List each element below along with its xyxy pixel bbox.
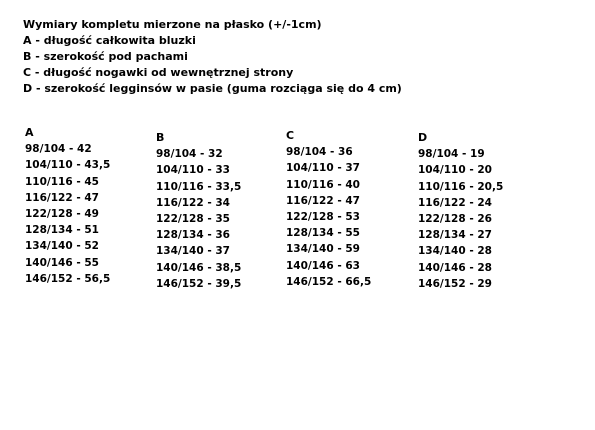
- size-row: 140/146 - 38,5: [156, 261, 242, 274]
- column-d: [418, 130, 503, 292]
- size-row: 140/146 - 63: [286, 259, 360, 272]
- column-b: [156, 130, 241, 292]
- size-row: 98/104 - 42: [25, 143, 92, 156]
- size-row: 140/146 - 28: [418, 261, 492, 274]
- size-row: 122/128 - 53: [286, 211, 360, 224]
- column-c: [286, 128, 371, 290]
- column-letter: B: [156, 131, 165, 144]
- size-row: 116/122 - 47: [286, 194, 360, 207]
- size-row: 134/140 - 59: [286, 243, 360, 256]
- size-row: 98/104 - 19: [418, 148, 485, 161]
- size-row: 128/134 - 51: [25, 224, 99, 237]
- size-row: 98/104 - 32: [156, 148, 223, 161]
- size-row: 110/116 - 20,5: [418, 180, 504, 193]
- size-row: 134/140 - 52: [25, 240, 99, 253]
- size-row: 116/122 - 34: [156, 196, 230, 209]
- legend-line-c: C - długość nogawki od wewnętrznej strony: [23, 66, 294, 79]
- size-row: 128/134 - 36: [156, 229, 230, 242]
- size-row: 104/110 - 43,5: [25, 159, 111, 172]
- size-row: 134/140 - 37: [156, 245, 230, 258]
- legend-line-a: A - długość całkowita bluzki: [23, 34, 196, 47]
- legend-line-d: D - szerokość legginsów w pasie (guma rozciąga się do 4 cm): [23, 82, 402, 95]
- size-row: 128/134 - 55: [286, 227, 360, 240]
- size-row: 146/152 - 66,5: [286, 275, 372, 288]
- legend-title: Wymiary kompletu mierzone na płasko (+/-1cm): [23, 18, 322, 31]
- size-row: 98/104 - 36: [286, 146, 353, 159]
- column-letter: D: [418, 131, 428, 144]
- size-row: 134/140 - 28: [418, 245, 492, 258]
- column-letter: A: [25, 126, 34, 139]
- column-letter: C: [286, 129, 295, 142]
- column-a: [25, 125, 110, 287]
- size-row: 128/134 - 27: [418, 229, 492, 242]
- size-row: 146/152 - 29: [418, 277, 492, 290]
- size-row: 110/116 - 45: [25, 175, 99, 188]
- size-row: 104/110 - 37: [286, 162, 360, 175]
- size-row: 146/152 - 56,5: [25, 272, 111, 285]
- size-row: 122/128 - 49: [25, 208, 99, 221]
- size-row: 116/122 - 47: [25, 191, 99, 204]
- size-row: 110/116 - 40: [286, 178, 360, 191]
- size-row: 140/146 - 55: [25, 256, 99, 269]
- size-row: 122/128 - 35: [156, 213, 230, 226]
- size-row: 116/122 - 24: [418, 196, 492, 209]
- size-row: 104/110 - 20: [418, 164, 492, 177]
- measurement-legend: [23, 17, 402, 97]
- legend-line-b: B - szerokość pod pachami: [23, 50, 188, 63]
- size-row: 110/116 - 33,5: [156, 180, 242, 193]
- size-row: 146/152 - 39,5: [156, 277, 242, 290]
- size-row: 104/110 - 33: [156, 164, 230, 177]
- size-row: 122/128 - 26: [418, 213, 492, 226]
